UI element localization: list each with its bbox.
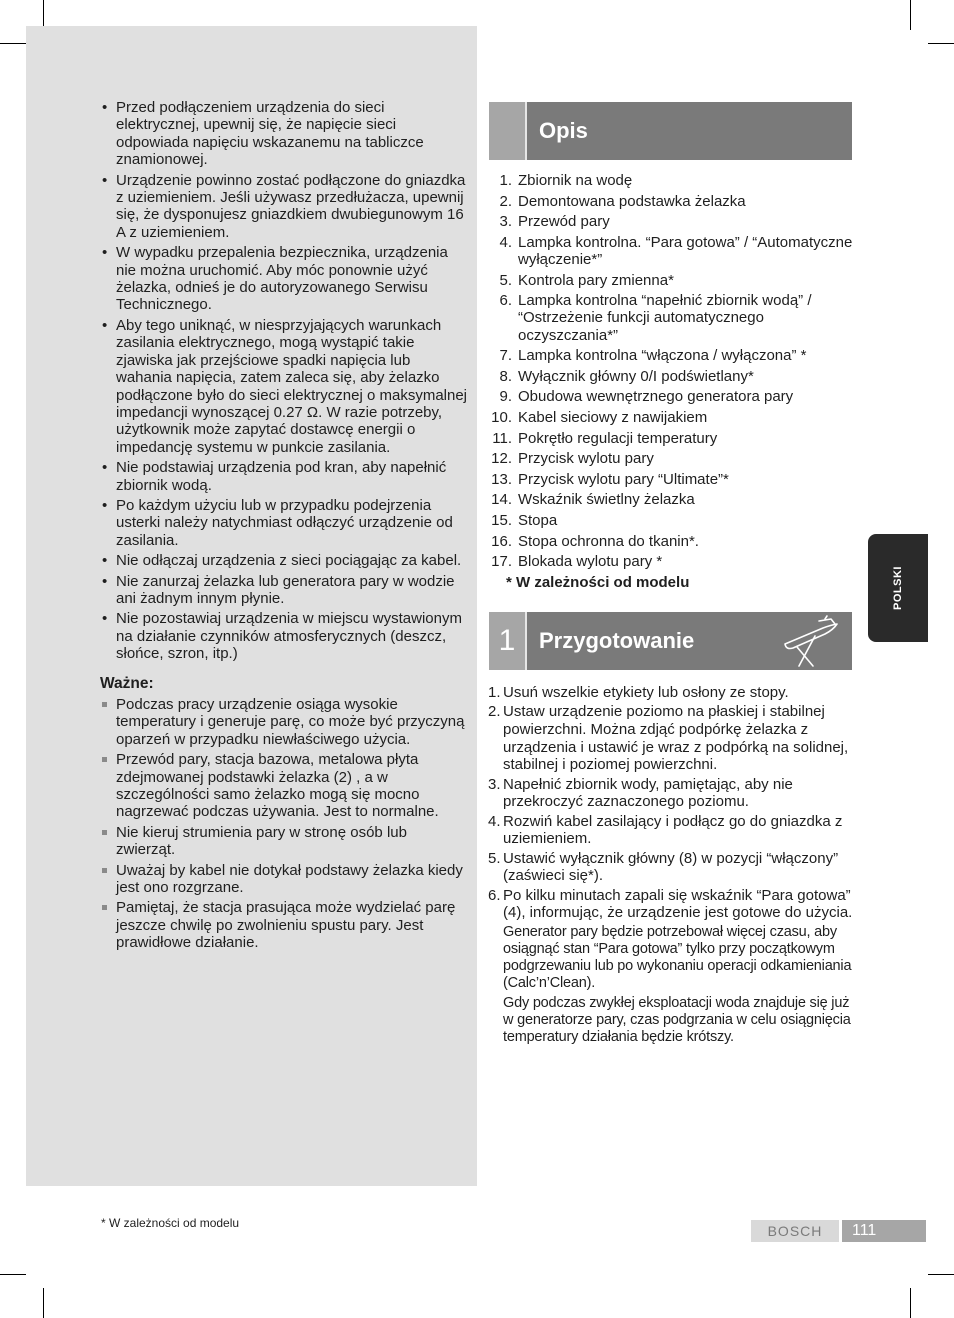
list-item [489, 450, 854, 467]
crop-mark [910, 0, 911, 30]
list-item: • Po każdym użyciu lub w przypadku podejrzenia usterki należy natychmiast odłączyć urządzenie od zasilania. [100, 497, 468, 549]
item-number: 6. [499, 292, 512, 310]
list-item [488, 703, 854, 773]
crop-mark [910, 1288, 911, 1318]
item-text: Kontrola pary zmienna* [518, 271, 674, 289]
item-number: 16. [491, 532, 512, 550]
divider [525, 102, 527, 160]
list-item [489, 213, 854, 230]
list-item: Nie kieruj strumienia pary w stronę osób lub zwierząt. [100, 824, 468, 859]
section-title: Przygotowanie [539, 628, 695, 653]
section-number: 1 [489, 612, 525, 670]
list-item: • Nie zanurzaj żelazka lub generatora pary w wodzie ani żadnym innym płynie. [100, 573, 468, 608]
list-item [489, 292, 854, 344]
list-item: • Przed podłączeniem urządzenia do sieci elektrycznej, upewnij się, że napięcie sieci odpowiada napięciu wskazanemu na tabliczce znamionowej. [100, 99, 468, 169]
item-number: 10. [491, 408, 512, 426]
list-item: Uważaj by kabel nie dotykał podstawy żelazka kiedy jest ono rozgrzane. [100, 862, 468, 897]
item-text: Lampka kontrolna “włączona / wyłączona” * [518, 347, 807, 365]
safety-content [100, 99, 468, 955]
item-text: Stopa [518, 511, 558, 529]
step-text: Rozwiń kabel zasilający i podłącz go do gniazdka z uziemieniem. [503, 812, 843, 848]
item-number: 13. [491, 470, 512, 488]
item-text: Lampka kontrolna “napełnić zbiornik wodą” / “Ostrzeżenie funkcji automatycznego oczyszczania*” [518, 292, 812, 344]
step-number: 1. [488, 684, 501, 701]
language-tab [868, 534, 928, 642]
crop-mark [43, 1288, 44, 1318]
list-item [489, 368, 854, 385]
item-text: Pokrętło regulacji temperatury [518, 429, 718, 447]
item-text: Wyłącznik główny 0/I podświetlany* [518, 367, 754, 385]
brand-label: BOSCH [751, 1220, 839, 1242]
item-text: Zbiornik na wodę [518, 172, 633, 189]
list-item: • Urządzenie powinno zostać podłączone do gniazdka z uziemieniem. Jeśli używasz przedłużacza, upewnij się, że dysponujesz gniazdkiem dwubiegunowym 16 A z uziemieniem. [100, 172, 468, 242]
ironing-board-icon [779, 614, 841, 668]
item-number: 4. [499, 233, 512, 251]
list-item: • W wypadku przepalenia bezpiecznika, urządzenia nie można uruchomić. Aby móc ponownie użyć żelazka, odnieś je do autoryzowanego Serwisu Technicznego. [100, 244, 468, 314]
safety-bullet-list [100, 99, 468, 663]
list-item [489, 234, 854, 268]
item-number: 9. [499, 388, 512, 406]
item-number: 11. [492, 429, 512, 447]
list-item [489, 409, 854, 426]
crop-mark [0, 1274, 26, 1275]
item-number: 15. [491, 511, 512, 529]
section-header-przygotowanie [489, 612, 852, 670]
crop-mark [928, 1274, 954, 1275]
page-number: 111 [842, 1220, 926, 1242]
list-item [488, 684, 854, 702]
item-number: 17. [491, 553, 512, 571]
item-number: 3. [499, 213, 512, 231]
list-item: Pamiętaj, że stacja prasująca może wydzielać parę jeszcze chwilę po zwolnieniu spustu pary. Jest prawidłowe działanie. [100, 899, 468, 951]
list-item [488, 850, 854, 885]
step-text: Ustawić wyłącznik główny (8) w pozycji “włączony” (zaświeci się*). [503, 849, 839, 885]
list-item [489, 430, 854, 447]
list-item [488, 813, 854, 848]
list-item [489, 172, 854, 189]
list-item [489, 491, 854, 508]
item-text: Blokada wylotu pary * [518, 553, 663, 571]
item-text: Przewód pary [518, 213, 610, 231]
list-item [489, 388, 854, 405]
step-number: 2. [488, 703, 501, 721]
description-list [489, 172, 854, 591]
list-item [489, 272, 854, 289]
section-title: Opis [539, 118, 588, 143]
step-text: Napełnić zbiornik wody, pamiętając, aby nie przekroczyć zaznaczonego poziomu. [503, 775, 793, 811]
list-item [489, 512, 854, 529]
item-text: Przycisk wylotu pary [518, 450, 654, 468]
list-item [489, 533, 854, 550]
list-item: Przewód pary, stacja bazowa, metalowa płyta zdejmowanej podstawki żelazka (2) , a w szczególności samo żelazko mogą się mocno nagrzewać podczas używania. Jest to normalne. [100, 751, 468, 821]
list-item [489, 553, 854, 570]
list-item [489, 347, 854, 364]
list-item: Podczas pracy urządzenie osiąga wysokie temperatury i generuje parę, co może być przyczyną oparzeń w przypadku niewłaściwego użycia. [100, 696, 468, 748]
crop-mark [928, 43, 954, 44]
list-item [489, 193, 854, 210]
item-text: Stopa ochronna do tkanin*. [518, 532, 699, 550]
item-text: Lampka kontrolna. “Para gotowa” / “Automatyczne wyłączenie*” [518, 233, 853, 268]
divider [525, 612, 527, 670]
item-text: Wskaźnik świetlny żelazka [518, 491, 695, 509]
item-text: Kabel sieciowy z nawijakiem [518, 408, 708, 426]
item-text: Demontowana podstawka żelazka [518, 192, 746, 210]
footnote: * W zależności od modelu [101, 1216, 240, 1230]
item-text: Obudowa wewnętrznego generatora pary [518, 388, 794, 406]
section-number-box [489, 102, 525, 160]
item-number: 12. [491, 450, 512, 468]
step-text: Usuń wszelkie etykiety lub osłony ze stopy. [503, 684, 789, 701]
item-number: 7. [499, 347, 512, 365]
list-item: • Aby tego uniknąć, w niesprzyjających warunkach zasilania elektrycznego, mogą wystąpić takie zjawiska jak przejściowe spadki napięcia lub wahania napięcia, zatem zaleca się, aby żelazko podłączone było do sieci elektrycznej o maksymalnej impedancji wynoszącej 0.27 Ω. W razie potrzeby, użytkownik może zapytać dostawcę energii o impedancję systemu w punkcie zasilania. [100, 317, 468, 456]
item-text: Przycisk wylotu pary “Ultimate”* [518, 470, 729, 488]
list-item [488, 776, 854, 811]
list-item: • Nie pozostawiaj urządzenia w miejscu wystawionym na działanie czynników atmosferycznych (deszcz, słońce, szron, itp.) [100, 610, 468, 662]
section-header-opis [489, 102, 852, 160]
model-note: * W zależności od modelu [506, 573, 690, 591]
language-label: POLSKI [892, 566, 904, 610]
item-number: 8. [499, 367, 512, 385]
step-number: 3. [488, 775, 501, 793]
preparation-steps [488, 684, 854, 1046]
step-note: Gdy podczas zwykłej eksploatacji woda znajduje się już w generatorze pary, czas podgrzania w celu osiągnięcia temperatury działania będzie krótszy. [503, 994, 851, 1045]
item-number: 2. [499, 192, 512, 210]
important-list [100, 696, 468, 952]
list-item [488, 887, 854, 922]
list-item: • Nie odłączaj urządzenia z sieci pociągając za kabel. [100, 552, 468, 569]
list-item: • Nie podstawiaj urządzenia pod kran, aby napełnić zbiornik wodą. [100, 459, 468, 494]
step-number: 5. [488, 849, 501, 867]
step-number: 6. [488, 886, 501, 904]
list-item [489, 471, 854, 488]
item-number: 1. [499, 172, 512, 189]
important-heading: Ważne: [100, 674, 154, 692]
step-note: Generator pary będzie potrzebował więcej czasu, aby osiągnąć stan “Para gotowa” tylko przy początkowym podgrzewaniu lub po wykonaniu operacji odkamieniania (Calc’n’Clean). [503, 923, 852, 992]
step-text: Po kilku minutach zapali się wskaźnik “Para gotowa” (4), informując, że urządzenie jest gotowe do użycia. [503, 886, 853, 922]
crop-mark [0, 43, 26, 44]
step-number: 4. [488, 812, 501, 830]
item-number: 5. [499, 271, 512, 289]
step-text: Ustaw urządzenie poziomo na płaskiej i stabilnej powierzchni. Można zdjąć podpórkę żelazka z urządzenia i ustawić je wraz z podpórką na solidnej, stabilnej i poziomej powierzchni. [503, 703, 849, 774]
item-number: 14. [491, 491, 512, 509]
